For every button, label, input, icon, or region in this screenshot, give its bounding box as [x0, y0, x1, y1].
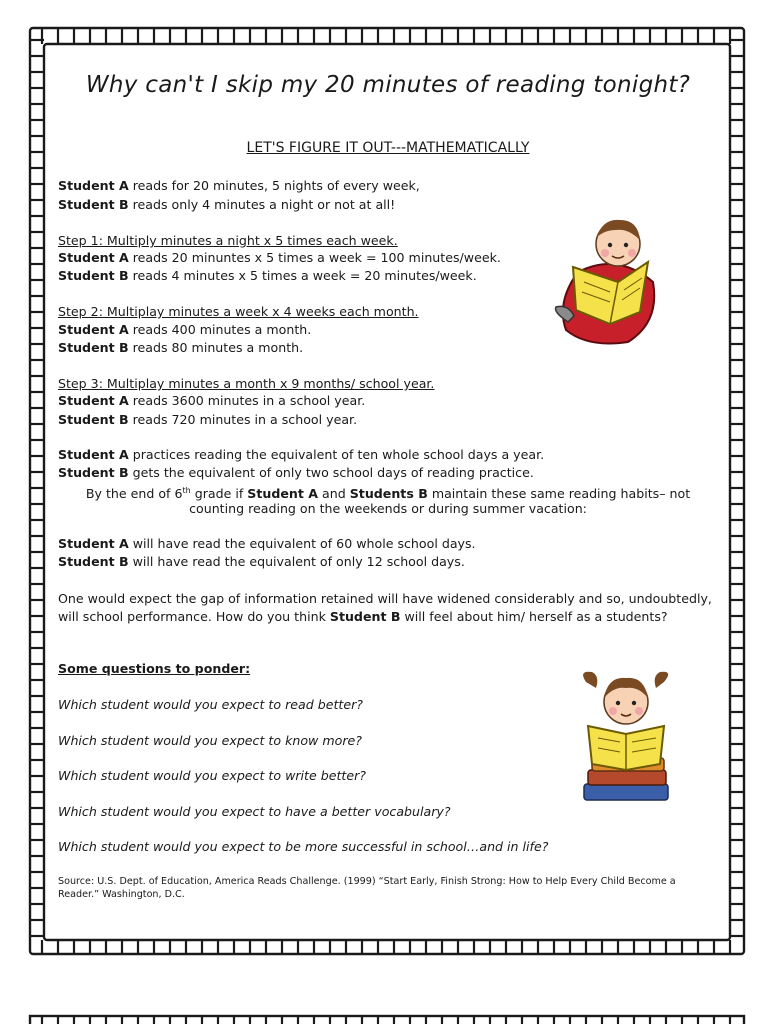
step-1-heading: Step 1: Multiply minutes a night x 5 times each week. — [58, 233, 398, 248]
step-1-student-a: Student A reads 20 minuntes x 5 times a week = 100 minutes/week. — [58, 250, 501, 265]
question-item: Which student would you expect to have a better vocabulary? — [58, 804, 451, 819]
weekends-line: counting reading on the weekends or during summer vacation: — [189, 501, 587, 516]
intro-line-a: Student A reads for 20 minutes, 5 nights of every week, — [58, 178, 420, 193]
page-subtitle: LET'S FIGURE IT OUT---MATHEMATICALLY — [246, 140, 530, 156]
source-citation: Source: U.S. Dept. of Education, America Reads Challenge. (1999) “Start Early, Finish Strong: How to Help Every Child Become a Reader.” Washington, D.C. — [58, 876, 676, 900]
step-2-student-a: Student A reads 400 minutes a month. — [58, 322, 312, 337]
questions-heading: Some questions to ponder: — [58, 661, 251, 676]
question-item: Which student would you expect to be more successful in school…and in life? — [58, 839, 549, 854]
equivalent-student-b: Student B gets the equivalent of only two school days of reading practice. — [58, 465, 534, 480]
step-2-student-b: Student B reads 80 minutes a month. — [58, 340, 304, 355]
question-item: Which student would you expect to know more? — [58, 733, 362, 748]
girl-reading-clipart — [578, 668, 674, 804]
step-3-student-a: Student A reads 3600 minutes in a school year. — [58, 393, 366, 408]
question-item: Which student would you expect to read better? — [58, 697, 363, 712]
step-3-heading: Step 3: Multiplay minutes a month x 9 months/ school year. — [58, 376, 435, 391]
boy-reading-clipart — [548, 212, 660, 348]
step-3-student-b: Student B reads 720 minutes in a school year. — [58, 412, 358, 427]
conclusion-paragraph: One would expect the gap of information retained will have widened considerably and so, undoubtedly, will school performance. How do you think Student B will feel about him/ herself as a students? — [58, 591, 712, 624]
end-of-grade-line: By the end of 6th grade if Student A and Students B maintain these same reading habits– not — [85, 486, 691, 502]
step-1-student-b: Student B reads 4 minutes x 5 times a week = 20 minutes/week. — [58, 268, 477, 283]
question-item: Which student would you expect to write better? — [58, 768, 366, 783]
page-title: Why can't I skip my 20 minutes of reading tonight? — [85, 72, 691, 98]
result-student-a: Student A will have read the equivalent of 60 whole school days. — [58, 536, 476, 551]
equivalent-student-a: Student A practices reading the equivalent of ten whole school days a year. — [58, 447, 545, 462]
step-2-heading: Step 2: Multiplay minutes a week x 4 weeks each month. — [58, 304, 419, 319]
intro-line-b: Student B reads only 4 minutes a night or not at all! — [58, 197, 396, 212]
result-student-b: Student B will have read the equivalent of only 12 school days. — [58, 554, 465, 569]
